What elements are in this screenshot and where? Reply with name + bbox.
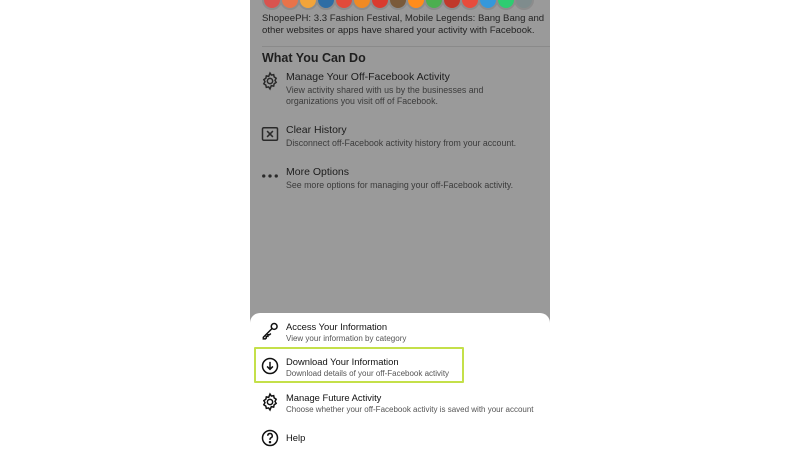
shared-activity-text: ShopeePH: 3.3 Fashion Festival, Mobile Legends: Bang Bang and other websites or apps have shared your activity with Facebook.	[262, 13, 545, 36]
option-title: Manage Your Off-Facebook Activity	[286, 71, 450, 83]
app-avatar[interactable]	[406, 0, 426, 10]
app-avatar[interactable]	[370, 0, 390, 10]
sheet-item-title: Access Your Information	[286, 321, 388, 332]
app-avatar[interactable]	[424, 0, 444, 10]
app-avatar[interactable]	[334, 0, 354, 10]
app-avatar[interactable]	[280, 0, 300, 10]
option-title: More Options	[286, 166, 350, 178]
app-avatar[interactable]	[460, 0, 480, 10]
option-description: See more options for managing your off-Facebook activity.	[286, 180, 514, 190]
option-description: Disconnect off-Facebook activity history from your account.	[286, 138, 517, 148]
gear-icon	[260, 392, 280, 412]
key-icon	[260, 321, 280, 341]
app-avatar[interactable]	[316, 0, 336, 10]
section-title: What You Can Do	[262, 51, 366, 65]
bottom-sheet	[250, 313, 550, 450]
app-avatar[interactable]	[514, 0, 534, 10]
help-icon	[260, 428, 280, 448]
sheet-item-description: Choose whether your off-Facebook activity is saved with your account	[286, 405, 534, 414]
gear-icon	[260, 71, 280, 91]
app-avatar[interactable]	[298, 0, 318, 10]
phone-screen	[250, 0, 550, 450]
app-avatar[interactable]	[388, 0, 408, 10]
option-title: Clear History	[286, 124, 347, 136]
app-avatar[interactable]	[262, 0, 282, 10]
sheet-item-title: Help	[286, 432, 306, 443]
option-description: View activity shared with us by the businesses and organizations you visit off of Facebook.	[286, 85, 484, 106]
divider	[262, 46, 550, 47]
app-avatar[interactable]	[478, 0, 498, 10]
sheet-item-description: Download details of your off-Facebook activity	[286, 369, 450, 378]
clear-history-icon	[260, 124, 280, 144]
sheet-item-title: Manage Future Activity	[286, 392, 382, 403]
app-avatar[interactable]	[496, 0, 516, 10]
sheet-item-title: Download Your Information	[286, 356, 399, 367]
app-avatar[interactable]	[352, 0, 372, 10]
more-options-icon	[260, 166, 280, 186]
dimmed-background	[250, 0, 550, 330]
sheet-item-description: View your information by category	[286, 334, 407, 343]
download-icon	[260, 356, 280, 376]
app-avatar[interactable]	[442, 0, 462, 10]
